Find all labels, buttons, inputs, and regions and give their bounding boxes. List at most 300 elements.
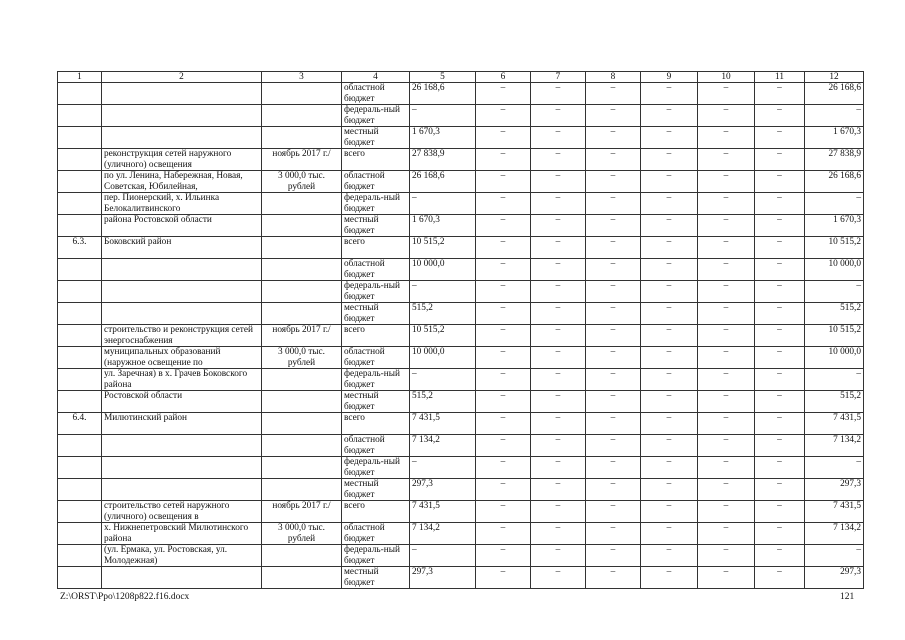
row-number: 6.4.: [58, 413, 102, 435]
value-col10: –: [698, 545, 755, 567]
table-row: [58, 479, 864, 501]
value-col6: –: [476, 435, 531, 457]
value-col10: –: [698, 325, 755, 347]
budget-table: [57, 71, 864, 589]
value-col10: –: [698, 281, 755, 303]
value-col10: –: [698, 83, 755, 105]
row-number: [58, 369, 102, 391]
value-col11: –: [755, 171, 805, 193]
value-col9: –: [641, 567, 698, 589]
deadline-amount: ноябрь 2017 г./: [262, 325, 342, 347]
value-col6: –: [476, 237, 531, 259]
value-col6: –: [476, 567, 531, 589]
value-col8: –: [586, 369, 641, 391]
value-col8: –: [586, 149, 641, 171]
value-col12: –: [805, 457, 864, 479]
value-col7: –: [531, 457, 586, 479]
deadline-amount: ноябрь 2017 г./: [262, 149, 342, 171]
value-col7: –: [531, 567, 586, 589]
value-col5: –: [410, 105, 476, 127]
value-col8: –: [586, 523, 641, 545]
value-col10: –: [698, 237, 755, 259]
item-description: Ростовской области: [102, 391, 262, 413]
value-col5: –: [410, 369, 476, 391]
value-col5: 7 134,2: [410, 523, 476, 545]
value-col7: –: [531, 215, 586, 237]
table-row: [58, 215, 864, 237]
value-col8: –: [586, 413, 641, 435]
funding-source: областной бюджет: [342, 171, 410, 193]
row-number: [58, 303, 102, 325]
funding-source: областной бюджет: [342, 523, 410, 545]
item-description: Боковский район: [102, 237, 262, 259]
item-description: [102, 127, 262, 149]
value-col7: –: [531, 105, 586, 127]
value-col7: –: [531, 193, 586, 215]
value-col5: 10 515,2: [410, 237, 476, 259]
value-col5: 515,2: [410, 391, 476, 413]
value-col6: –: [476, 545, 531, 567]
value-col7: –: [531, 149, 586, 171]
value-col9: –: [641, 171, 698, 193]
value-col12: 1 670,3: [805, 215, 864, 237]
value-col11: –: [755, 523, 805, 545]
value-col6: –: [476, 127, 531, 149]
value-col7: –: [531, 435, 586, 457]
value-col5: 7 134,2: [410, 435, 476, 457]
table-row: [58, 523, 864, 545]
value-col12: –: [805, 105, 864, 127]
funding-source: федераль-ный бюджет: [342, 369, 410, 391]
value-col6: –: [476, 369, 531, 391]
table-row: [58, 127, 864, 149]
row-number: [58, 391, 102, 413]
value-col9: –: [641, 303, 698, 325]
value-col9: –: [641, 127, 698, 149]
funding-source: федераль-ный бюджет: [342, 281, 410, 303]
value-col8: –: [586, 545, 641, 567]
value-col5: –: [410, 281, 476, 303]
value-col10: –: [698, 347, 755, 369]
value-col9: –: [641, 413, 698, 435]
value-col11: –: [755, 435, 805, 457]
deadline-amount: [262, 545, 342, 567]
value-col9: –: [641, 479, 698, 501]
table-row: [58, 259, 864, 281]
value-col6: –: [476, 413, 531, 435]
deadline-amount: 3 000,0 тыс. рублей: [262, 523, 342, 545]
value-col11: –: [755, 193, 805, 215]
value-col11: –: [755, 567, 805, 589]
value-col12: 27 838,9: [805, 149, 864, 171]
value-col6: –: [476, 149, 531, 171]
value-col10: –: [698, 149, 755, 171]
table-row: [58, 413, 864, 435]
value-col12: 26 168,6: [805, 83, 864, 105]
deadline-amount: [262, 413, 342, 435]
funding-source: местный бюджет: [342, 127, 410, 149]
value-col11: –: [755, 347, 805, 369]
value-col8: –: [586, 435, 641, 457]
value-col7: –: [531, 545, 586, 567]
item-description: по ул. Ленина, Набережная, Новая, Советская, Юбилейная,: [102, 171, 262, 193]
value-col12: 7 431,5: [805, 501, 864, 523]
item-description: [102, 83, 262, 105]
deadline-amount: ноябрь 2017 г./: [262, 501, 342, 523]
header-row: [58, 72, 864, 83]
footer-file-path: Z:\ORST\Ppo\1208p822.f16.docx: [60, 592, 190, 602]
value-col12: 10 515,2: [805, 325, 864, 347]
value-col9: –: [641, 325, 698, 347]
value-col7: –: [531, 127, 586, 149]
value-col12: –: [805, 281, 864, 303]
funding-source: областной бюджет: [342, 83, 410, 105]
value-col8: –: [586, 457, 641, 479]
value-col9: –: [641, 435, 698, 457]
funding-source: федераль-ный бюджет: [342, 105, 410, 127]
row-number: [58, 259, 102, 281]
funding-source: областной бюджет: [342, 259, 410, 281]
value-col7: –: [531, 237, 586, 259]
value-col11: –: [755, 479, 805, 501]
column-header: 3: [262, 72, 342, 83]
deadline-amount: [262, 259, 342, 281]
value-col7: –: [531, 325, 586, 347]
value-col9: –: [641, 105, 698, 127]
value-col10: –: [698, 193, 755, 215]
value-col9: –: [641, 281, 698, 303]
item-description: пер. Пионерский, х. Ильинка Белокалитвинского: [102, 193, 262, 215]
row-number: [58, 149, 102, 171]
value-col12: 10 000,0: [805, 347, 864, 369]
deadline-amount: 3 000,0 тыс. рублей: [262, 171, 342, 193]
column-header: 10: [698, 72, 755, 83]
value-col8: –: [586, 325, 641, 347]
value-col12: 515,2: [805, 303, 864, 325]
item-description: реконструкция сетей наружного (уличного) освещения: [102, 149, 262, 171]
value-col12: 7 431,5: [805, 413, 864, 435]
item-description: х. Нижнепетровский Милютинского района: [102, 523, 262, 545]
value-col8: –: [586, 501, 641, 523]
table-row: [58, 325, 864, 347]
value-col12: –: [805, 193, 864, 215]
value-col5: 297,3: [410, 479, 476, 501]
table-row: [58, 567, 864, 589]
value-col11: –: [755, 501, 805, 523]
value-col6: –: [476, 457, 531, 479]
funding-source: федераль-ный бюджет: [342, 457, 410, 479]
value-col9: –: [641, 83, 698, 105]
value-col9: –: [641, 237, 698, 259]
row-number: [58, 435, 102, 457]
value-col8: –: [586, 347, 641, 369]
item-description: [102, 105, 262, 127]
value-col5: 297,3: [410, 567, 476, 589]
value-col11: –: [755, 303, 805, 325]
item-description: [102, 259, 262, 281]
column-header: 11: [755, 72, 805, 83]
deadline-amount: [262, 193, 342, 215]
funding-source: федераль-ный бюджет: [342, 545, 410, 567]
value-col12: –: [805, 545, 864, 567]
value-col5: 1 670,3: [410, 127, 476, 149]
value-col9: –: [641, 391, 698, 413]
value-col6: –: [476, 501, 531, 523]
row-number: [58, 215, 102, 237]
deadline-amount: [262, 303, 342, 325]
value-col7: –: [531, 391, 586, 413]
value-col12: 10 000,0: [805, 259, 864, 281]
value-col12: 297,3: [805, 479, 864, 501]
value-col6: –: [476, 347, 531, 369]
item-description: строительство и реконструкция сетей энергоснабжения: [102, 325, 262, 347]
table-row: [58, 545, 864, 567]
row-number: [58, 281, 102, 303]
table-row: [58, 193, 864, 215]
deadline-amount: [262, 127, 342, 149]
deadline-amount: [262, 457, 342, 479]
value-col10: –: [698, 259, 755, 281]
value-col7: –: [531, 479, 586, 501]
item-description: (ул. Ермака, ул. Ростовская, ул. Молодежная): [102, 545, 262, 567]
row-number: [58, 193, 102, 215]
value-col8: –: [586, 127, 641, 149]
value-col6: –: [476, 281, 531, 303]
column-header: 1: [58, 72, 102, 83]
value-col9: –: [641, 369, 698, 391]
column-header: 9: [641, 72, 698, 83]
table-row: [58, 435, 864, 457]
value-col11: –: [755, 457, 805, 479]
column-header: 4: [342, 72, 410, 83]
value-col10: –: [698, 523, 755, 545]
deadline-amount: [262, 105, 342, 127]
value-col9: –: [641, 523, 698, 545]
column-header: 8: [586, 72, 641, 83]
value-col5: 27 838,9: [410, 149, 476, 171]
deadline-amount: [262, 83, 342, 105]
value-col7: –: [531, 83, 586, 105]
value-col11: –: [755, 215, 805, 237]
row-number: [58, 479, 102, 501]
value-col5: 26 168,6: [410, 171, 476, 193]
deadline-amount: [262, 567, 342, 589]
value-col7: –: [531, 413, 586, 435]
row-number: [58, 457, 102, 479]
value-col6: –: [476, 479, 531, 501]
funding-source: местный бюджет: [342, 303, 410, 325]
value-col5: 1 670,3: [410, 215, 476, 237]
funding-source: всего: [342, 149, 410, 171]
footer-page-number: 121: [840, 592, 855, 602]
value-col11: –: [755, 281, 805, 303]
value-col6: –: [476, 215, 531, 237]
column-header: 5: [410, 72, 476, 83]
value-col9: –: [641, 215, 698, 237]
value-col12: 1 670,3: [805, 127, 864, 149]
funding-source: всего: [342, 413, 410, 435]
value-col5: 10 515,2: [410, 325, 476, 347]
value-col12: 7 134,2: [805, 523, 864, 545]
value-col5: –: [410, 457, 476, 479]
value-col12: 26 168,6: [805, 171, 864, 193]
row-number: [58, 347, 102, 369]
value-col6: –: [476, 105, 531, 127]
value-col7: –: [531, 171, 586, 193]
value-col9: –: [641, 347, 698, 369]
funding-source: местный бюджет: [342, 479, 410, 501]
value-col6: –: [476, 303, 531, 325]
table-row: [58, 347, 864, 369]
column-header: 7: [531, 72, 586, 83]
value-col6: –: [476, 171, 531, 193]
value-col8: –: [586, 281, 641, 303]
funding-source: областной бюджет: [342, 435, 410, 457]
row-number: [58, 171, 102, 193]
value-col5: 515,2: [410, 303, 476, 325]
value-col8: –: [586, 83, 641, 105]
value-col6: –: [476, 391, 531, 413]
value-col8: –: [586, 193, 641, 215]
funding-source: всего: [342, 501, 410, 523]
row-number: [58, 325, 102, 347]
value-col5: 7 431,5: [410, 413, 476, 435]
value-col10: –: [698, 567, 755, 589]
value-col9: –: [641, 149, 698, 171]
value-col10: –: [698, 369, 755, 391]
row-number: [58, 501, 102, 523]
table-row: [58, 83, 864, 105]
item-description: [102, 303, 262, 325]
value-col10: –: [698, 391, 755, 413]
row-number: [58, 105, 102, 127]
value-col10: –: [698, 171, 755, 193]
value-col10: –: [698, 215, 755, 237]
value-col12: 515,2: [805, 391, 864, 413]
table-row: [58, 501, 864, 523]
value-col11: –: [755, 259, 805, 281]
item-description: Милютинский район: [102, 413, 262, 435]
item-description: района Ростовской области: [102, 215, 262, 237]
value-col7: –: [531, 369, 586, 391]
value-col9: –: [641, 457, 698, 479]
value-col8: –: [586, 303, 641, 325]
value-col8: –: [586, 171, 641, 193]
table-row: [58, 457, 864, 479]
column-header: 6: [476, 72, 531, 83]
value-col8: –: [586, 259, 641, 281]
value-col11: –: [755, 545, 805, 567]
item-description: ул. Заречная) в х. Грачев Боковского района: [102, 369, 262, 391]
table-row: [58, 105, 864, 127]
row-number: [58, 567, 102, 589]
deadline-amount: [262, 391, 342, 413]
deadline-amount: [262, 237, 342, 259]
value-col10: –: [698, 435, 755, 457]
value-col11: –: [755, 413, 805, 435]
column-header: 2: [102, 72, 262, 83]
value-col8: –: [586, 105, 641, 127]
value-col12: 7 134,2: [805, 435, 864, 457]
value-col5: –: [410, 193, 476, 215]
value-col11: –: [755, 149, 805, 171]
value-col7: –: [531, 259, 586, 281]
value-col9: –: [641, 193, 698, 215]
value-col8: –: [586, 479, 641, 501]
value-col9: –: [641, 259, 698, 281]
value-col11: –: [755, 83, 805, 105]
funding-source: местный бюджет: [342, 215, 410, 237]
value-col5: 7 431,5: [410, 501, 476, 523]
value-col6: –: [476, 259, 531, 281]
value-col11: –: [755, 325, 805, 347]
value-col6: –: [476, 83, 531, 105]
funding-source: местный бюджет: [342, 567, 410, 589]
deadline-amount: [262, 281, 342, 303]
value-col12: 297,3: [805, 567, 864, 589]
value-col9: –: [641, 501, 698, 523]
value-col5: 26 168,6: [410, 83, 476, 105]
value-col9: –: [641, 545, 698, 567]
table-body: [58, 72, 864, 589]
value-col12: 10 515,2: [805, 237, 864, 259]
value-col7: –: [531, 347, 586, 369]
value-col11: –: [755, 369, 805, 391]
value-col11: –: [755, 105, 805, 127]
value-col8: –: [586, 215, 641, 237]
funding-source: всего: [342, 237, 410, 259]
row-number: [58, 127, 102, 149]
item-description: строительство сетей наружного (уличного) освещения в: [102, 501, 262, 523]
value-col7: –: [531, 523, 586, 545]
value-col8: –: [586, 567, 641, 589]
column-header: 12: [805, 72, 864, 83]
value-col12: –: [805, 369, 864, 391]
table-row: [58, 171, 864, 193]
item-description: [102, 281, 262, 303]
value-col10: –: [698, 303, 755, 325]
value-col10: –: [698, 105, 755, 127]
deadline-amount: [262, 479, 342, 501]
value-col10: –: [698, 413, 755, 435]
row-number: 6.3.: [58, 237, 102, 259]
funding-source: областной бюджет: [342, 347, 410, 369]
value-col7: –: [531, 281, 586, 303]
value-col6: –: [476, 523, 531, 545]
table-row: [58, 391, 864, 413]
value-col6: –: [476, 325, 531, 347]
value-col11: –: [755, 237, 805, 259]
value-col10: –: [698, 479, 755, 501]
value-col8: –: [586, 391, 641, 413]
value-col10: –: [698, 127, 755, 149]
value-col10: –: [698, 457, 755, 479]
item-description: муниципальных образований (наружное освещение по: [102, 347, 262, 369]
item-description: [102, 457, 262, 479]
item-description: [102, 435, 262, 457]
funding-source: всего: [342, 325, 410, 347]
value-col7: –: [531, 501, 586, 523]
table-row: [58, 237, 864, 259]
value-col8: –: [586, 237, 641, 259]
row-number: [58, 83, 102, 105]
funding-source: местный бюджет: [342, 391, 410, 413]
item-description: [102, 567, 262, 589]
deadline-amount: [262, 215, 342, 237]
table-row: [58, 281, 864, 303]
value-col5: –: [410, 545, 476, 567]
value-col11: –: [755, 391, 805, 413]
